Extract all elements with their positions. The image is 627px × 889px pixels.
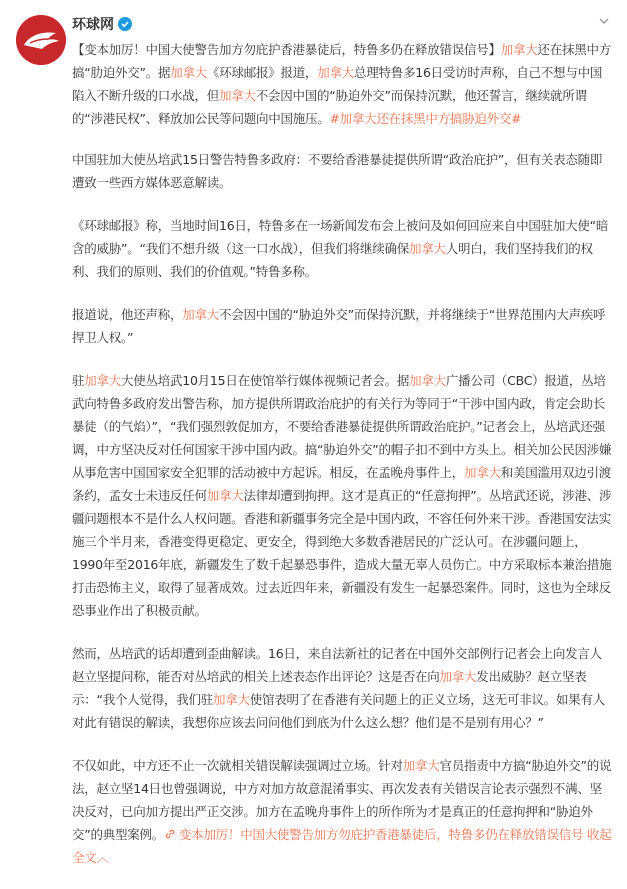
keyword-highlight[interactable]: 加拿大	[439, 669, 477, 684]
paragraph-7	[72, 754, 612, 869]
avatar[interactable]	[16, 15, 66, 65]
post-text: 和美国滥用双边引渡条约，孟女士未违反任何	[72, 465, 612, 503]
link-icon	[164, 824, 176, 836]
paragraph-3	[72, 214, 612, 283]
post-text: 官员指责中方搞“胁迫外交”的说法，赵立坚14日也曾强调说，中方对加方故意混淆事实、再次发表有关错误言论表示强烈不满、坚决反对，已向加方提出严正交涉。加方在孟晚舟事件上的所作所为才是真正的任意拘押和“胁迫外交”的典型案例。	[72, 758, 612, 842]
post-text: 使馆表明了在香港有关问题上的正义立场，这无可非议。如果有人对此有错误的解读，我想你应该去问问他们到底为什么这么想？他们是不是别有用心？”	[72, 692, 606, 730]
paragraph-4	[72, 303, 612, 349]
keyword-highlight[interactable]: 加拿大	[464, 465, 501, 480]
post-text: 驻	[72, 373, 85, 388]
keyword-highlight[interactable]: 加拿大	[182, 307, 220, 322]
post-text: 不会因中国的“胁迫外交”而保持沉默，他还誓言，继续就所谓的“涉港民权”、释放加公民等问题向中国施压。	[72, 88, 587, 126]
post-content	[72, 38, 612, 889]
post-text: 《环球邮报》称，当地时间16日，特鲁多在一场新闻发布会上被问及如何回应来自中国驻加大使“暗含的威胁”。“我们不想升级（这一口水战），但我们将继续确保	[72, 218, 609, 256]
huanqiu-logo-icon	[16, 15, 66, 65]
post-text: 发出威胁？赵立坚表示：“我个人觉得，我们驻	[72, 669, 587, 707]
author-name[interactable]: 环球网	[72, 17, 114, 33]
chevron-down-icon[interactable]	[597, 14, 611, 28]
post-text: 报道说，他还声称，	[72, 307, 183, 322]
keyword-highlight[interactable]: 加拿大	[402, 758, 440, 773]
post-text: 广播公司（CBC）报道，丛培武向特鲁多政府发出警告称，加方提供所谓政治庇护的有关行为等同于“干涉中国内政，肯定会助长暴徒（的气焰）”，“我们强烈敦促加方，不要给香港暴徒提供所谓政治庇护。”记者会上，丛培武还强调，中方坚决反对任何国家干涉中国内政。搞“胁迫外交”的帽子扣不到中方头上。相关加公民因涉嫌从事危害中国国家安全犯罪的活动被中方起诉。相反，在孟晚舟事件上，	[72, 373, 612, 480]
author-row	[72, 14, 132, 34]
post-text: 法律却遭到拘押。这才是真正的“任意拘押”。丛培武还说，涉港、涉疆问题根本不是什么人权问题。香港和新疆事务完全是中国内政，不容任何外来干涉。香港国安法实施三个半月来，香港变得更稳定、更安全，得到绝大多数香港居民的广泛认可。在涉疆问题上，1990年至2016年底，新疆发生了数千起暴恐事件，造成大量无辜人员伤亡。中方采取标本兼治措施打击恐怖主义，取得了显著成效。过去近四年来，新疆没有发生一起暴恐案件。同时，这也为全球反恐事业作出了积极贡献。	[72, 488, 612, 618]
post-text: 然而，丛培武的话却遭到歪曲解读。16日，来自法新社的记者在中国外交部例行记者会上向发言人赵立坚提问称，能否对丛培武的相关上述表态作出评论？这是否在向	[72, 646, 602, 684]
paragraph-5	[72, 369, 612, 622]
keyword-highlight[interactable]: 加拿大	[206, 488, 244, 503]
keyword-highlight[interactable]: 加拿大	[84, 373, 122, 388]
keyword-highlight[interactable]: 加拿大	[317, 65, 354, 80]
post-text: 还在抹黑中方搞“肋迫外交”。据	[72, 42, 612, 80]
keyword-highlight[interactable]: 加拿大	[219, 88, 256, 103]
paragraph-1	[72, 38, 612, 130]
keyword-highlight[interactable]: 加拿大	[212, 692, 250, 707]
article-link[interactable]: 变本加厉！中国大使警告加方勿庇护香港暴徒后，特鲁多仍在释放错误信号	[178, 827, 584, 842]
post-text: 总理特鲁多16日受访时声称，自己不想与中国陷入不断升级的口水战，但	[72, 65, 603, 103]
collapse-link[interactable]: 收起全文	[72, 827, 612, 865]
post-text: 中国驻加大使丛培武15日警告特鲁多政府：不要给香港暴徒提供所谓“政治庇护”，但有关表态随即遭致一些西方媒体恶意解读。	[72, 152, 603, 190]
post-text: 不会因中国的“胁迫外交”而保持沉默，并将继续于“世界范围内大声疾呼捍卫人权。”	[72, 307, 606, 345]
post-text: 大使丛培武10月15日在使馆举行媒体视频记者会。据	[121, 373, 410, 388]
post-text: 人明白，我们坚持我们的权利、我们的原则、我们的价值观。”特鲁多称。	[72, 241, 593, 279]
keyword-highlight[interactable]: 加拿大	[409, 373, 446, 388]
paragraph-2	[72, 148, 612, 194]
paragraph-6	[72, 642, 612, 734]
post-text: 不仅如此，中方还不止一次就相关错误解读强调过立场。针对	[72, 758, 403, 773]
keyword-highlight[interactable]: 加拿大	[500, 42, 538, 57]
post-text: 【变本加厉！中国大使警告加方勿庇护香港暴徒后，特鲁多仍在释放错误信号】	[72, 42, 501, 57]
verified-badge-icon	[118, 17, 132, 31]
post-text: 《环球邮报》报道，	[206, 65, 318, 80]
keyword-highlight[interactable]: 加拿大	[170, 65, 207, 80]
keyword-highlight[interactable]: 加拿大	[408, 241, 446, 256]
collapse-link[interactable]: ︿	[96, 850, 109, 865]
hashtag-link[interactable]: #加拿大还在抹黑中方搞胁迫外交#	[329, 111, 522, 126]
